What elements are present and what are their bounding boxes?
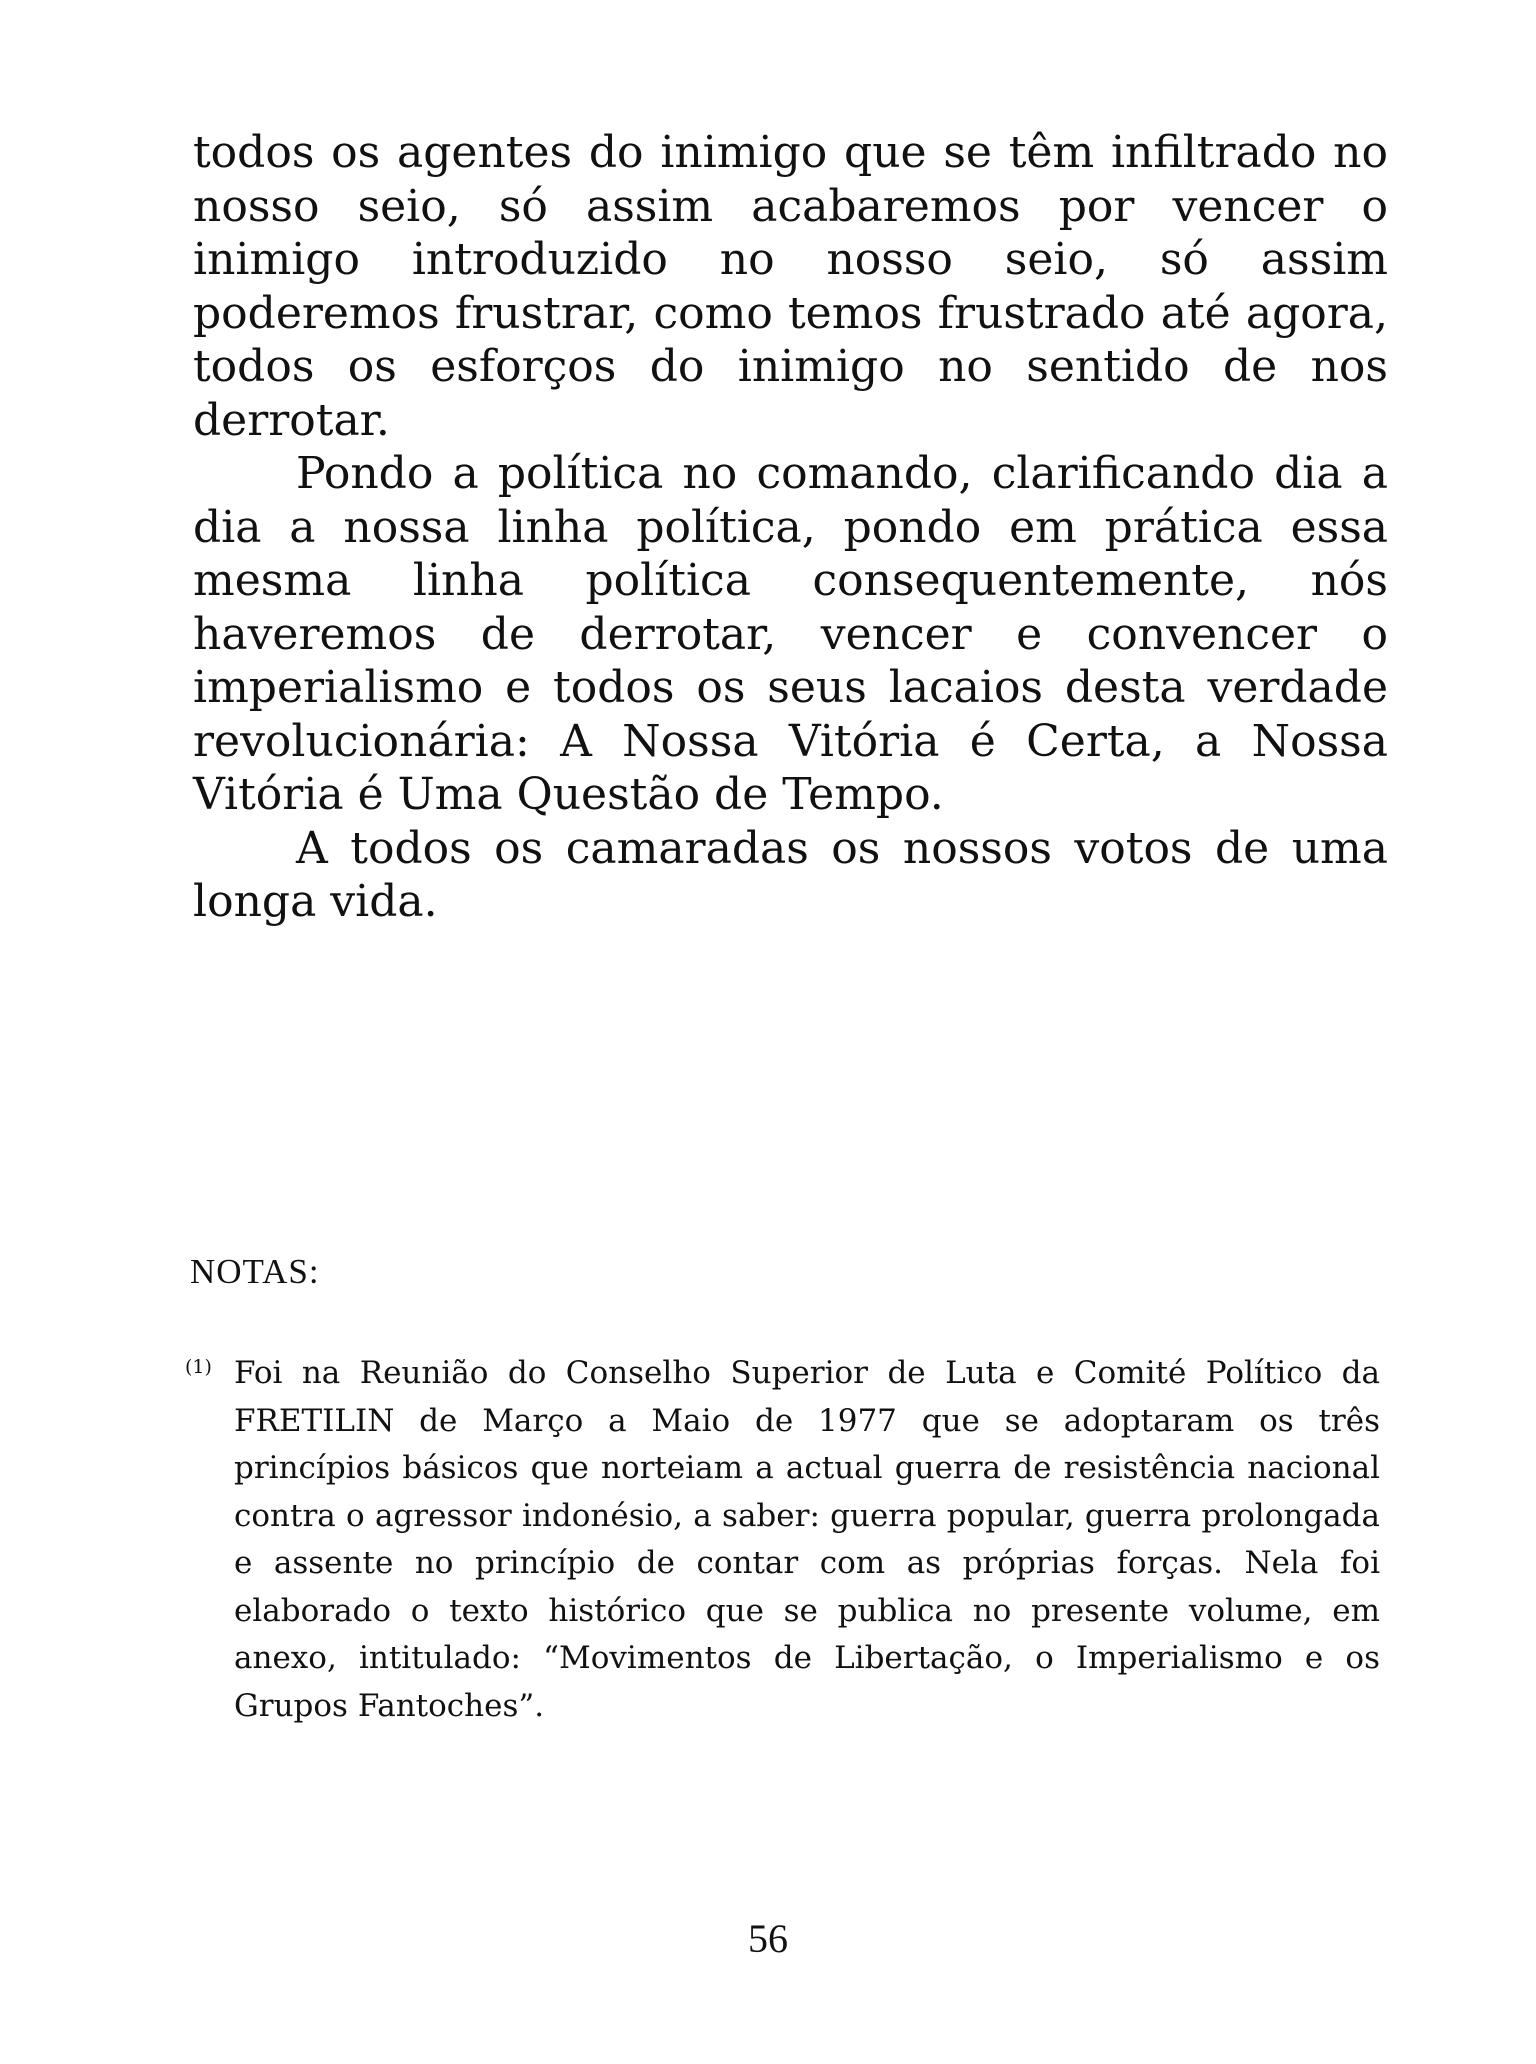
- footnote-text: Foi na Reunião do Conselho Superior de Luta e Comité Político da FRETILIN de Março a Maio de 1977 que se adoptaram os três princípios básicos que norteiam a actual guerra de resistência nacional contra o agressor indonésio, a saber: guerra popular, guerra prolongada e assente no princípio de contar com as próprias forças. Nela foi elaborado o texto histórico que se publica no presente volume, em anexo, intitulado: “Movimentos de Libertação, o Imperialismo e os Grupos Fantoches”.: [234, 1355, 1380, 1724]
- footnote-1: [185, 1350, 1380, 1730]
- paragraph-1: todos os agentes do inimigo que se têm infiltrado no nosso seio, só assim acabaremos por vencer o inimigo introduzido no nosso seio, só assim poderemos frustrar, como temos frustrado até agora, todos os esforços do inimigo no sentido de nos derrotar.: [193, 127, 1388, 446]
- footnote-marker: (1): [185, 1356, 212, 1378]
- page-number: 56: [748, 1916, 788, 1961]
- notes-heading: NOTAS:: [190, 1252, 320, 1291]
- paragraph-2: Pondo a política no comando, clarificando dia a dia a nossa linha política, pondo em prática essa mesma linha política consequentemente, nós haveremos de derrotar, vencer e convencer o imperialismo e todos os seus lacaios desta verdade revolucionária: A Nossa Vitória é Certa, a Nossa Vitória é Uma Questão de Tempo.: [193, 448, 1388, 820]
- paragraph-3: A todos os camaradas os nossos votos de uma longa vida.: [193, 822, 1388, 927]
- body-text: [193, 126, 1388, 929]
